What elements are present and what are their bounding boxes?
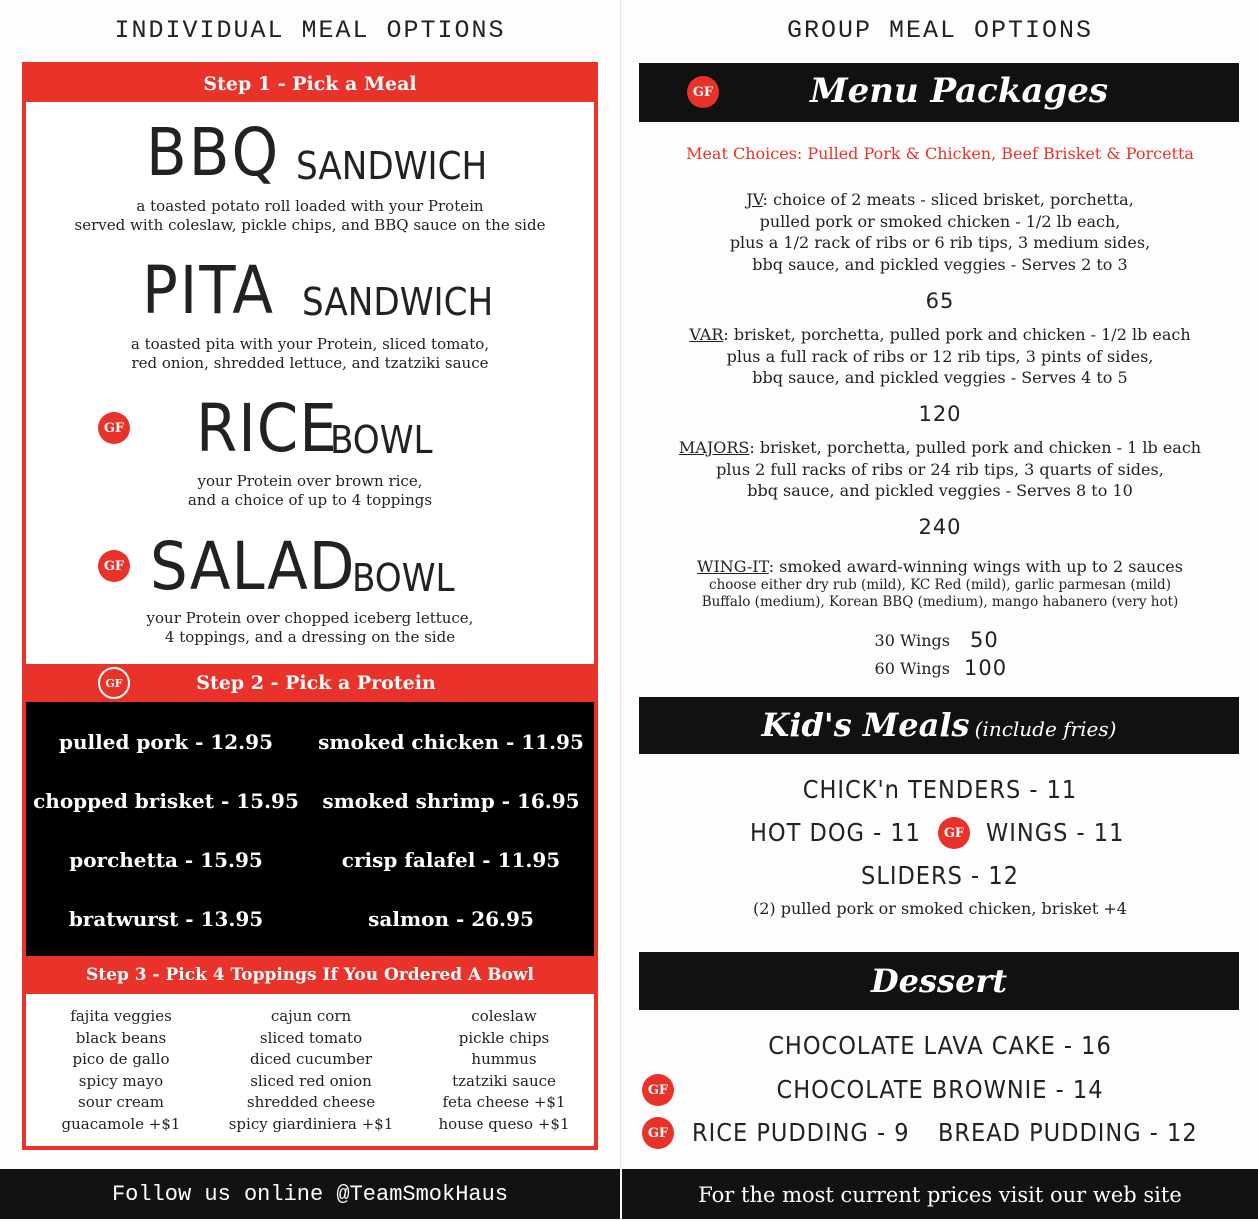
gf-icon: GF [642, 1074, 674, 1106]
package-wings: WING-IT: smoked award-winning wings with up to 2 sauces choose either dry rub (mild), KC Red (mild), garlic parmesan (mild) Buffalo (medium), Korean BBQ (medium), mango habanero (very hot) [697, 557, 1183, 610]
protein-list [26, 702, 594, 956]
toppings-list [26, 1006, 594, 1142]
footer-website: For the most current prices visit our web site [622, 1169, 1258, 1219]
meal-pita-sub: SANDWICH [302, 280, 494, 324]
wings-30-label: 30 Wings [874, 631, 950, 650]
footer-social: Follow us online @TeamSmokHaus [0, 1169, 620, 1219]
dessert-brownie: CHOCOLATE BROWNIE - 14 [776, 1075, 1104, 1104]
package-jv-price: 65 [925, 289, 955, 313]
kids-meals-header: Kid's Meals (include fries) [639, 697, 1239, 754]
protein-item: bratwurst - 13.95 [68, 907, 264, 931]
toppings-column [26, 1006, 216, 1136]
individual-meal-box [22, 62, 598, 1150]
gf-icon: GF [98, 550, 130, 582]
toppings-column [409, 1006, 599, 1136]
topping-item: pico de gallo [72, 1050, 170, 1069]
step2-header: GF Step 2 - Pick a Protein [26, 664, 594, 702]
protein-item: crisp falafel - 11.95 [341, 848, 561, 872]
package-var: VAR: brisket, porchetta, pulled pork and chicken - 1/2 lb each plus a full rack of ribs or 12 rib tips, 3 pints of sides, bbq sauce, and pickled veggies - Serves 4 to 5 [689, 325, 1191, 387]
kids-wings: WINGS - 11 [986, 818, 1125, 847]
topping-item: black beans [75, 1028, 167, 1047]
dessert-bread-pudding: BREAD PUDDING - 12 [938, 1118, 1198, 1147]
gf-icon: GF [938, 817, 970, 849]
meal-salad-sub: BOWL [352, 556, 455, 600]
package-jv: JV: choice of 2 meats - sliced brisket, porchetta, pulled pork or smoked chicken - 1/2 lb each, plus a 1/2 rack of ribs or 6 rib tips, 3 medium sides, bbq sauce, and pickled veggies - Serves 2 to 3 [729, 190, 1151, 274]
topping-item: guacamole +$1 [61, 1114, 181, 1133]
topping-item: coleslaw [471, 1007, 537, 1025]
wings-60-label: 60 Wings [874, 659, 950, 678]
protein-item: smoked shrimp - 16.95 [322, 789, 580, 813]
kids-hotdog: HOT DOG - 11 [750, 818, 921, 847]
dessert-header: Dessert [639, 952, 1239, 1010]
topping-item: sour cream [78, 1093, 164, 1112]
meal-bbq-sub: SANDWICH [296, 144, 488, 188]
package-majors-price: 240 [918, 515, 962, 539]
topping-item: pickle chips [458, 1028, 550, 1047]
meal-salad-name: SALAD [150, 528, 356, 605]
toppings-column [216, 1006, 406, 1136]
package-var-price: 120 [918, 402, 962, 426]
panel-fold [620, 0, 621, 1170]
meal-salad-desc: your Protein over chopped iceberg lettuce, 4 toppings, and a dressing on the side [146, 609, 474, 646]
step3-header: Step 3 - Pick 4 Toppings If You Ordered A Bowl [26, 956, 594, 994]
kids-sliders: SLIDERS - 12 [861, 861, 1019, 890]
topping-item: feta cheese +$1 [442, 1093, 566, 1112]
dessert-lava-cake: CHOCOLATE LAVA CAKE - 16 [768, 1031, 1112, 1060]
meal-rice-sub: BOWL [330, 418, 433, 462]
topping-item: diced cucumber [249, 1050, 373, 1069]
topping-item: sliced red onion [250, 1071, 372, 1090]
protein-item: pulled pork - 12.95 [59, 730, 273, 754]
gf-icon: GF [687, 76, 719, 108]
topping-item: spicy mayo [78, 1071, 164, 1090]
gf-icon: GF [98, 412, 130, 444]
topping-item: shredded cheese [246, 1093, 376, 1112]
package-majors: MAJORS: brisket, porchetta, pulled pork and chicken - 1 lb each plus 2 full racks of ribs or 24 rib tips, 3 quarts of sides, bbq sauce, and pickled veggies - Serves 8 to 10 [678, 438, 1202, 500]
protein-item: smoked chicken - 11.95 [318, 730, 584, 754]
wings-30-price: 50 [970, 628, 999, 652]
meal-pita-name: PITA [142, 252, 276, 329]
dessert-rice-pudding: RICE PUDDING - 9 [692, 1118, 910, 1147]
meal-rice-desc: your Protein over brown rice, and a choice of up to 4 toppings [187, 472, 433, 509]
topping-item: tzatziki sauce [452, 1071, 556, 1090]
kids-tenders: CHICK'n TENDERS - 11 [802, 775, 1078, 804]
topping-item: fajita veggies [70, 1007, 172, 1025]
meal-bbq-desc: a toasted potato roll loaded with your Protein served with coleslaw, pickle chips, and BBQ sauce on the side [74, 197, 546, 234]
group-meal-title: GROUP MEAL OPTIONS [786, 16, 1094, 45]
gf-icon: GF [642, 1117, 674, 1149]
protein-item: salmon - 26.95 [368, 907, 534, 931]
menu-packages-header: GF Menu Packages [639, 63, 1239, 122]
topping-item: sliced tomato [259, 1028, 363, 1047]
individual-meal-title: INDIVIDUAL MEAL OPTIONS [114, 16, 506, 45]
meal-bbq-name: BBQ [146, 114, 281, 191]
kids-sliders-note: (2) pulled pork or smoked chicken, brisket +4 [753, 899, 1127, 918]
topping-item: house queso +$1 [438, 1114, 570, 1133]
topping-item: cajun corn [270, 1007, 352, 1025]
step1-header: Step 1 - Pick a Meal [26, 66, 594, 102]
gf-icon: GF [98, 667, 130, 699]
meal-rice-name: RICE [196, 390, 338, 467]
protein-item: porchetta - 15.95 [69, 848, 263, 872]
protein-item: chopped brisket - 15.95 [33, 789, 299, 813]
wings-60-price: 100 [964, 656, 1008, 680]
meat-choices: Meat Choices: Pulled Pork & Chicken, Beef Brisket & Porcetta [686, 144, 1194, 163]
meal-pita-desc: a toasted pita with your Protein, sliced tomato, red onion, shredded lettuce, and tzatziki sauce [130, 335, 490, 372]
topping-item: hummus [471, 1050, 537, 1069]
topping-item: spicy giardiniera +$1 [228, 1114, 394, 1133]
